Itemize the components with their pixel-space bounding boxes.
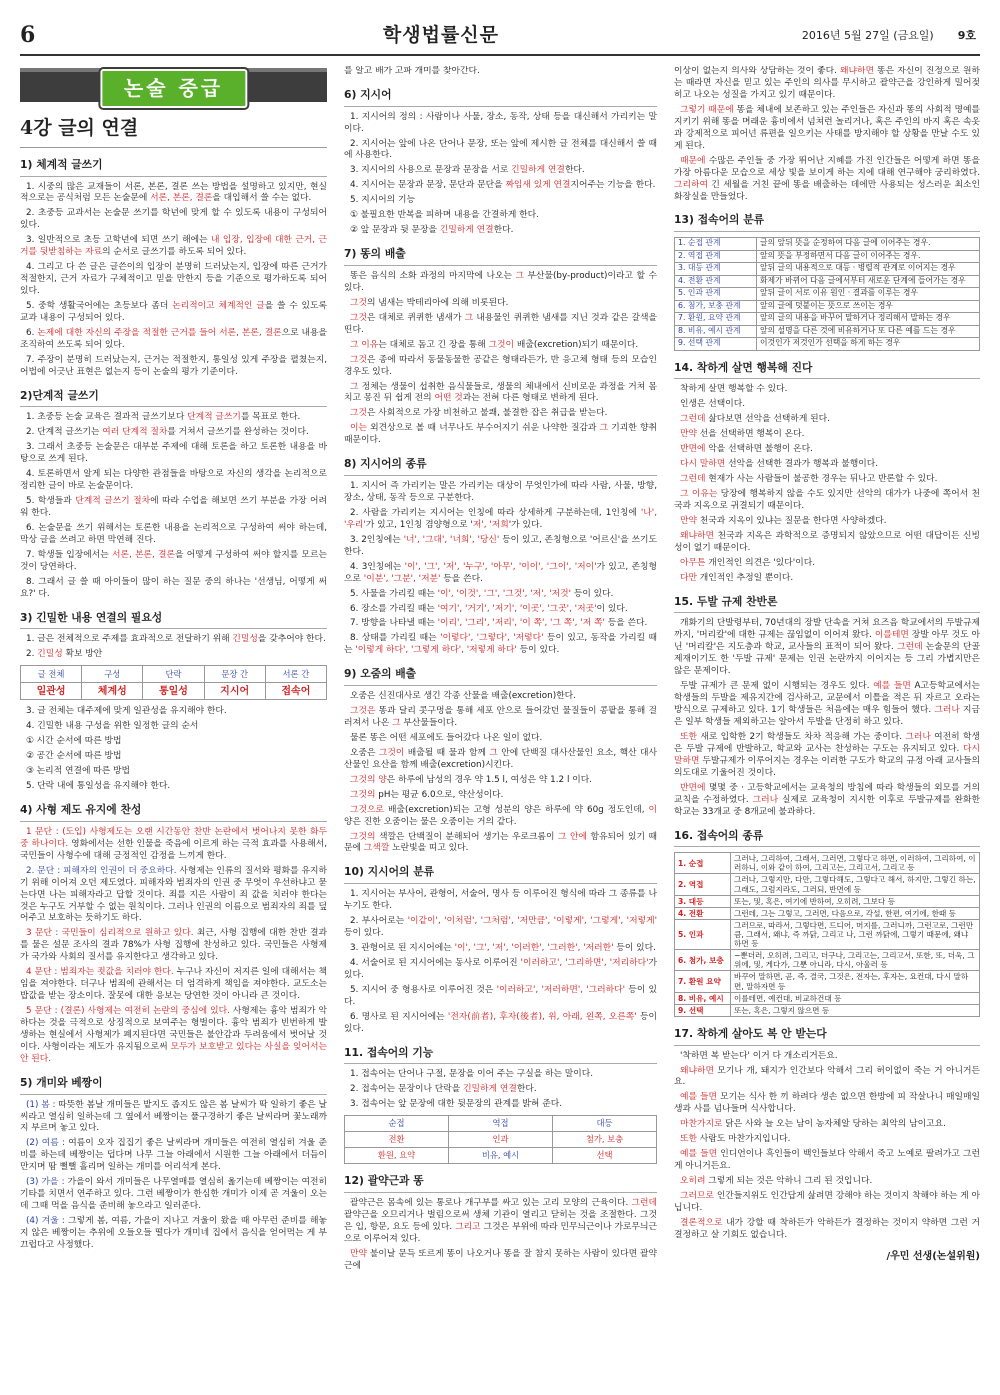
paragraph: 1. 초중등 논술 교육은 결과적 글쓰기보다 단계적 글쓰기를 목표로 한다. xyxy=(26,412,301,423)
table-row xyxy=(675,895,980,907)
paragraph: 다시 말하면 선악을 선택한 결과가 행복과 불행이다. xyxy=(680,459,879,470)
table-cell: 그러나, 그리하여, 그래서, 그러면, 그렇다고 하면, 이러하여, 그리하여, 이러하니, 이와 같이 하여, 그리고는, 그리고서, 그리고 등 xyxy=(731,853,980,874)
table-row xyxy=(675,288,980,301)
paragraph: 2. 부사어로는 '이같이', '이처럼', '그처럼', '저만큼', '이렇게', '그렇게', '저렇게' 등이 있다. xyxy=(344,916,657,938)
heading-hair-regulation: 15. 두발 규제 찬반론 xyxy=(674,595,980,614)
paragraph: 5. 학생들과 단계적 글쓰기 절차에 따라 수업을 해보면 쓰기 부분을 가장 어려워 한다. xyxy=(20,496,327,519)
issue-date: 2016년 5월 27일 (금요일) xyxy=(801,28,934,42)
paragraph: 4. 서술어로 된 지시어에는 동사로 이루어진 '이러하고', '그리하면', '저리하다'가 있다. xyxy=(344,957,657,980)
table-cell: 8. 비유, 예시 관계 xyxy=(675,325,757,338)
paragraph: 그런데 삶다보면 선악을 선택하게 된다. xyxy=(680,414,830,425)
paragraph: 2. 긴밀성 확보 방안 xyxy=(26,649,103,660)
paragraph: 3. 글 전체는 대주제에 맞게 일관성을 유지해야 한다. xyxy=(26,706,227,717)
paragraph: 1. 접속어는 단어나 구절, 문장을 이어 주는 구실을 하는 말이다. xyxy=(350,1069,594,1080)
table-row xyxy=(675,300,980,313)
paragraph: 5. 사물을 가리킬 때는 '이', '이것', '그', '그것', '저', '저것' 등이 있다. xyxy=(350,588,614,599)
paragraph: 그것으로 배출(excretion)되는 고형 성분의 양은 하루에 약 60g 정도인데, 이 양은 진한 오줌이는 물은 오줌이는 거의 같다. xyxy=(344,804,657,827)
heading-conjunction-classification: 13) 접속어의 분류 xyxy=(674,213,980,232)
paragraph: 5. 중학 생활국어에는 초등보다 좀더 논리적이고 체계적인 글을 쓸 수 있도록 교과 내용이 구성되어 있다. xyxy=(20,301,327,324)
conjunction-classification-table xyxy=(674,237,980,351)
good-life-text xyxy=(674,384,980,584)
newspaper-title: 학생법률신문 xyxy=(382,24,499,47)
paragraph: 똥은 음식의 소화 과정의 마지막에 나오는 그 부산물(by-product)이라고 할 수 있다. xyxy=(344,270,657,293)
table-cell: 4. 전환 xyxy=(675,907,731,919)
issue-number: 9호 xyxy=(957,28,976,42)
table-cell: 그런데, 그는 그렇고, 그러면, 다음으로, 각설, 한편, 여기에, 한때 등 xyxy=(731,907,980,919)
paragraph: (1) 봄 : 따뜻한 봄날 개미들은 밭지도 좁지도 않은 봄 날씨가 딱 일하기 좋은 날씨라고 열심히 일하는데 그 옆에서 베짱이는 풀구경하기 좋은 날씨라며 꽃노래까지 부르며 놓고 있다. xyxy=(20,1099,327,1134)
paragraph: 2. 접속어는 문장이나 단락을 긴밀하게 연결한다. xyxy=(350,1084,537,1095)
table-cell: 앞뒤 글이 서로 이유 원인 · 결과를 이루는 경우 xyxy=(757,288,980,301)
heading-ant-grasshopper: 5) 개미와 베짱이 xyxy=(20,1076,327,1095)
table-cell: 이를테면, 예컨대, 비교하건대 등 xyxy=(731,992,980,1004)
column-middle xyxy=(344,66,657,1388)
table-cell: 9. 선택 xyxy=(675,1004,731,1016)
banner-label: 논술 중급 xyxy=(100,69,247,108)
paragraph: 5. 단락 내에 통일성을 유지해야 한다. xyxy=(26,781,171,792)
heading-conjunction-function: 11. 접속어의 기능 xyxy=(344,1046,657,1065)
column-right xyxy=(674,66,980,1388)
paragraph: 5. 지시어의 기능 xyxy=(350,195,415,206)
paragraph: 4. 지시어는 문장과 문장, 문단과 문단을 짜임새 있게 연결지어주는 기능을 한다. xyxy=(350,180,656,191)
paragraph: 2. 문단 : 피해자의 인권이 더 중요하다. 사형제는 인류의 질서와 평화를 유지하기 위해 이어져 오던 제도였다. 피해자와 범죄자의 인권 중 무엇이 우선하냐고 묻는다면 나는 피해자라고 답할 것이다. 죄를 지은 사람이 죄 값을 치러야 한다는 것은 누구도 거부할 수 없는 원칙이다. 그러나 인권의 이름으로 범죄자의 죄를 덮어주고 보호하는 듯하기도 하다. xyxy=(20,865,327,924)
table-cell: 4. 전환 관계 xyxy=(675,275,757,288)
paragraph: 1 문단 : (도입) 사형제도는 오랜 시간동안 찬반 논란에서 벗어나지 못한 화두 중 하나이다. 영화에서는 선한 인물을 죽음에 이르게 하는 극적 효과를 사용해서, 국민들이 사형수에 대해 긍정적인 감정을 느끼게 한다. xyxy=(20,826,327,861)
table-cell: 앞의 글에 덧붙이는 뜻으로 쓰이는 경우 xyxy=(757,300,980,313)
paragraph: 1. 지시어는 부사어, 관형어, 서술어, 명사 등 이루어진 형식에 따라 그 종류를 나누기도 한다. xyxy=(344,889,657,912)
cohesion-table: 글 전체 구성 단락 문장 간 서론 간 일관성 체계성 통일성 지시어 접속어 xyxy=(20,665,327,700)
paragraph: 만약 선을 선택하면 행복이 온다. xyxy=(680,429,805,440)
paragraph: 다만 개인적인 추정일 뿐이다. xyxy=(680,572,794,583)
paragraph: 1. 지시어 즉 가리키는 말은 가리키는 대상이 무엇인가에 따라 사람, 사물, 방향, 장소, 상태, 동작 등으로 구분한다. xyxy=(344,480,657,503)
paragraph: 반면에 악을 선택하면 불행이 온다. xyxy=(680,444,813,455)
table-row xyxy=(675,919,980,949)
list-item: ① 불필요한 반복을 피하며 내용을 간결하게 한다. xyxy=(350,210,539,221)
paragraph: 3. 2인칭에는 '너', '그대', '너희', '당신' 등이 있고, 존칭형으로 '어르신'을 쓰기도 한다. xyxy=(344,534,657,557)
paragraph: 3. 지시어의 사용으로 문장과 문장을 서로 긴밀하게 연결한다. xyxy=(350,165,585,176)
paragraph: 4. 그리고 다 쓴 글은 글쓴이의 입장이 분명히 드러났는지, 입장에 따른 근거가 적절한지, 근거 자료가 구체적이고 믿을 만한지 등을 기준으로 평가하도록 되어 있다. xyxy=(20,262,327,297)
table-row xyxy=(675,853,980,874)
paragraph: 반면에 몇몇 중 · 고등학교에서는 교육청의 방침에 따라 학생들의 외모를 거의 교칙을 수정하였다. 그러나 실제로 교육청이 지시한 이후로 두발규제를 완화한 학교는 33개교 중 8개교에 불과하다. xyxy=(674,782,980,817)
heading-systematic-writing: 1) 체계적 글쓰기 xyxy=(20,158,327,177)
table-cell: 그러므로, 따라서, 그렇다면, 드디어, 머지를, 그러니까, 그런고로, 그런만큼, 그래서, 왜냐, 즉 까닭, 그리고 나, 그런 까닭에, 그렇기 때문에, 왜냐 하면 등 xyxy=(731,919,980,949)
table-cell: 2. 역접 관계 xyxy=(675,250,757,263)
table-row xyxy=(675,263,980,276)
heading-death-penalty: 4) 사형 제도 유지에 찬성 xyxy=(20,803,327,822)
paragraph: 또한 사람도 마찬가지입니다. xyxy=(680,1134,791,1145)
paragraph: 그것은 사회적으로 가장 비천하고 불쾌, 불결한 잡은 취급을 받는다. xyxy=(350,408,608,419)
table-cell: 3. 대등 관계 xyxy=(675,263,757,276)
paragraph: 1. 시중의 많은 교재들이 서론, 본론, 결론 쓰는 방법을 설명하고 있지만, 현실적으로는 공식처럼 모든 논술문에 서론, 본론, 결론을 대입해서 쓸 수는 없다. xyxy=(20,181,327,204)
paragraph: 그런데 현재가 사는 사람들이 불공한 경우는 뒤나고 반론할 수 있다. xyxy=(680,474,938,485)
paragraph: 그러므로 인간들지위도 인간답게 삶려면 강해야 하는 것이지 착해야 하는 게 아닙니다. xyxy=(674,1191,980,1214)
table-row xyxy=(675,250,980,263)
table-row xyxy=(675,313,980,326)
paragraph: 4. 토론하면서 알게 되는 다양한 관점들을 바탕으로 자신의 생각을 논리적으로 정리한 글이 바로 논술문이다. xyxy=(20,469,327,492)
heading-demonstrative-types: 8) 지시어의 종류 xyxy=(344,457,657,476)
table-cell: 앞뒤 글의 내용적으로 대등 · 병렬적 관계로 이어지는 경우 xyxy=(757,263,980,276)
paragraph: 2. 지시어는 앞에 나온 단어나 문장, 또는 앞에 제시한 글 전체를 대신해서 쓸 때에 사용한다. xyxy=(344,138,657,161)
table-cell: 5. 인과 xyxy=(675,919,731,949)
paragraph: 그것은 똥과 달리 콧구멍을 통해 세포 안으로 들어갔던 물질들이 콩팥을 통해 걸러져서 나온 그 부산물들이다. xyxy=(344,705,657,728)
paragraph: 만약 천국과 지옥이 있냐는 질문을 한다면 사양하겠다. xyxy=(680,515,887,526)
paragraph: 5 문단 : (결론) 사형제는 여전히 논란의 중심에 있다. 사형제는 흉악 범죄가 악하다는 것을 극적으로 상징적으로 보여주는 형벌이다. 흉악 범죄가 빈번하게 발생하는 현실에서 사형제가 폐지된다면 국민들은 불안감과 두려움에서 벗어날 것이다. 사형이라는 제도가 유지됨으로써 모두가 보호받고 있다는 사실을 잊어서는 안 된다. xyxy=(20,1006,327,1064)
paragraph: (4) 겨울 : 그렇게 봄, 여름, 가을이 지나고 겨울이 왔을 때 아무런 준비를 해놓지 않은 베짱이는 추위에 오들오들 떨다가 개미네 집에서 음식을 얻어먹는 게 부끄럽다고 사정했다. xyxy=(20,1216,327,1251)
table-cell: 6. 첨가, 보충 xyxy=(675,950,731,971)
paragraph: 그 이유는 대체로 돔고 긴 장을 통해 그것이 배출(excretion)되기 때문이다. xyxy=(350,339,639,350)
paragraph: 를 알고 배가 고파 개미를 찾아간다. xyxy=(344,66,480,76)
paragraph: 3 문단 : 국민들이 심리적으로 원하고 있다. 최근, 사형 집행에 대한 찬반 결과를 물은 설문 조사의 결과 78%가 사형 집행에 찬성하고 있다. 국민들은 사형제가 국가와 사회의 질서를 유지한다고 생각하고 있다. xyxy=(20,928,327,963)
table-row xyxy=(675,907,980,919)
paragraph: (3) 가을 : 가을이 와서 개미들은 나무열매를 열심히 옮기는데 베짱이는 여전히 기타를 치면서 연주하고 있다. 그런 베짱이가 한심한 개미가 이제 곧 겨울이 오는데 그때 먹을 음식을 준비해 놓으라고 일러준다. xyxy=(20,1177,327,1212)
paragraph: 그것은 대체로 퀴퀴한 냄새가 그 내용물인 퀴퀴한 냄새를 지닌 것과 같은 갈색을 띤다. xyxy=(344,312,657,335)
list-item: ③ 논리적 연결에 따른 방법 xyxy=(26,766,131,777)
paragraph: 오줌은 그것이 배출될 때 물과 함께 그 안에 단백질 대사산물인 요소, 핵산 대사산물인 요산을 함께 배출(excretion)시킨다. xyxy=(344,747,657,770)
conjunction-table: 순접 역접 대등 전환 인과 첨가, 보충 환원, 요약 비유, 예시 선택 xyxy=(344,1115,657,1164)
paragraph: 5. 지시어 중 형용사로 이루어진 것은 '이러하고', '저러하면', '그러하다' 등이 있다. xyxy=(344,984,657,1007)
paragraph: 결론적으로 내가 강할 때 착하든가 악하든가 결정하는 것이지 약하면 그런 거 결정하고 살 기회도 없습니다. xyxy=(674,1218,980,1240)
paragraph: 그 이유는 당장에 행복하지 않을 수도 있지만 선악의 대가가 나중에 쪽어서 천국과 지옥으로 귀결되기 때문이다. xyxy=(674,489,980,511)
paragraph: 4. 3인칭에는 '이', '그', '저', '누구', '아무', '이이', '그이', '저이'가 있고, 존칭형으로 '이분', '그분', '저분' 등을 쓴다. xyxy=(344,561,657,584)
good-no-blessing-text xyxy=(674,1051,980,1242)
paragraph: 개화기의 단발령부터, 70년대의 장발 단속을 거쳐 요즈음 학교에서의 두발규제까지, '머리칼'에 대한 규제는 끊임없이 이어져 왔다. 이를테면 장발 아무 것도 아닌 '머리칼'은 지도층과 학교, 교사들의 표적이 되어 왔다. 그런데 논술문의 단골 제재이기도 한 '두발 규제' 문제는 인권 논란까지 이어지는 등 그리 가볍지만은 않은 문제이다. xyxy=(674,618,980,677)
author-signature: /우민 선생(논설위원) xyxy=(886,1250,980,1262)
paragraph: 4. 긴밀한 내용 구성을 위한 일정한 글의 순서 xyxy=(26,721,199,732)
table-cell: 앞의 글의 내용을 바꾸어 말하거나 정리해서 말하는 경우 xyxy=(757,313,980,326)
table-row xyxy=(675,275,980,288)
lesson-title: 4강 글의 연결 xyxy=(20,116,327,148)
paragraph: 왜냐하면 천국과 지옥은 과학적으로 증명되지 않았으므로 어떤 대답이든 신빙성이 없기 때문이다. xyxy=(674,530,980,553)
heading-demonstrative-classification: 10) 지시어의 분류 xyxy=(344,865,657,884)
heading-cohesion: 3) 긴밀한 내용 연결의 필요성 xyxy=(20,611,327,630)
table-cell: 5. 인과 관계 xyxy=(675,288,757,301)
table-row xyxy=(675,971,980,992)
paragraph: 만약 불이날 문득 또르게 똥이 나오거나 똥을 잘 참지 못하는 사람이 있다면 괄약근에 xyxy=(344,1248,657,1271)
list-item: ② 공간 순서에 따른 방법 xyxy=(26,751,122,762)
paragraph: 1. 글은 전체적으로 주제를 효과적으로 전달하기 위해 긴밀성을 갖추어야 한다. xyxy=(26,634,326,645)
paragraph: 또한 새로 입학한 2기 학생들도 차차 적응해 가는 중이다. 그러나 여전히 학생은 두발 규제에 반발하고, 학교와 교사는 찬성하는 구도는 유지되고 있다. 다시 말하면 두발규제가 이루어지는 경우는 이러한 구도가 학교의 규정 아래 교사들의 의도대로 기울어진 것이다. xyxy=(674,731,980,778)
paragraph: 그 정체는 생물이 섭취한 음식물들로, 생물의 체내에서 신비로운 과정을 거쳐 몸치고 몽진 뒤 쉽게 전의 어떤 것과는 전혀 다른 형태로 변하게 된다. xyxy=(344,381,657,404)
paragraph: 6. 장소를 가리킬 때는 '여기', '거기', '저기', '이곳', '그곳', '저곳'이 있다. xyxy=(350,603,628,614)
table-row xyxy=(675,1004,980,1016)
table-row xyxy=(675,238,980,251)
paragraph: 아무튼 개인적인 의견은 '있다'이다. xyxy=(680,557,815,568)
paragraph: 8. 그래서 글 쓸 때 아이들이 많이 하는 질문 중의 하나는 '선생님, 어떻게 써요?' 다. xyxy=(20,576,327,599)
paragraph: 3. 접속어는 앞 문장에 대한 뒷문장의 관계를 밝혀 준다. xyxy=(350,1099,563,1110)
paragraph: 6. 명사로 된 지시어에는 '전자(前者), 후자(後者), 위, 아래, 왼쪽, 오른쪽' 등이 있다. xyxy=(344,1011,657,1034)
paragraph: 인생은 선택이다. xyxy=(680,399,746,410)
paragraph: 그것의 양은 하루에 남성의 경우 약 1.5 l, 여성은 약 1.2 l 이다. xyxy=(350,774,592,785)
heading-conjunction-types: 16. 접속어의 종류 xyxy=(674,829,980,848)
table-cell: 1. 순접 xyxy=(675,853,731,874)
heading-demonstratives: 6) 지시어 xyxy=(344,88,657,107)
paragraph: 때문에 수많은 주인들 중 가장 뛰어난 지혜를 가진 인간들은 어떻게 하면 똥을 가장 아름다운 모습으로 세상 빛을 보이게 하는 지에 대해 연구해야 궁리하였다. 그리하여 긴 세월을 거친 끝에 똥을 배출하는 데에만 사용되는 성스러운 최소인 화장실을 만들었다. xyxy=(674,155,980,202)
table-cell: 화제가 바뀌어 다음 글에서부터 새로운 단계에 들어가는 경우 xyxy=(757,275,980,288)
table-cell: 8. 비유, 예시 xyxy=(675,992,731,1004)
paragraph: 그것의 냄새는 박테리아에 의해 비롯된다. xyxy=(350,297,509,308)
paragraph: 그것의 pH는 평균 6.0으로, 약산성이다. xyxy=(350,789,504,800)
paragraph: 3. 관형어로 된 지시어에는 '이', '그', '저', '이러한', '그러한', '저러한' 등이 있다. xyxy=(350,942,656,953)
paragraph: 예를 들면 모기는 식사 한 끼 하려다 생손 없으면 한방에 피 작살나니 매일매일 생과 사를 넘나들며 식사합니다. xyxy=(674,1092,980,1115)
table-cell: 그러나, 그렇지만, 다만, 그렇다해도, 그렇다고 해서, 하지만, 그렇긴 하는, 그래도, 그럼지라도, 그러되, 반면에 등 xyxy=(731,874,980,895)
paragraph: 6. 논술문을 쓰기 위해서는 토론한 내용을 논리적으로 구성하여 써야 하는데, 막상 글을 쓰려고 하면 막연해 진다. xyxy=(20,523,327,546)
paragraph: 괄약근은 몸속에 있는 통로나 개구부를 싸고 있는 고리 모양의 근육이다. 그런데 괄약근을 오므리거나 벌림으로써 생체 기관이 열리고 닫히는 것을 조절한다. 그것은 입, 항문, 요도 등에 있다. 그리고 그것은 부위에 따라 민무늬근이나 가로무늬근으로 이루어져 있다. xyxy=(344,1197,657,1244)
column-left xyxy=(20,66,327,1388)
heading-good-no-blessing: 17. 착하게 살아도 복 안 받는다 xyxy=(674,1027,980,1046)
heading-urine: 9) 오줌의 배출 xyxy=(344,667,657,686)
table-row xyxy=(675,874,980,895)
paragraph: 오줌은 신진대사로 생긴 각종 산물을 배출(excretion)한다. xyxy=(350,691,576,701)
paragraph: 7. 방향을 나타낼 때는 '이리', '그리', '저리', '이 쪽', '그 쪽', '저 쪽' 등을 쓴다. xyxy=(350,618,648,629)
paragraph: 그렇기 때문에 똥을 체내에 보존하고 있는 주인들은 자신과 똥의 사회적 명예를 지키기 위해 똥을 며래운 흉비에서 넘쳐런 놀리거나, 혹은 주인의 바지 혹은 속옷과 강제적으로 피어넌 류편을 일으키는 사태를 방지해야 할 상황을 만날 수도 있게 된다. xyxy=(674,104,980,151)
masthead xyxy=(20,18,980,56)
heading-sphincter: 12) 괄약근과 똥 xyxy=(344,1174,657,1193)
paragraph: 2. 사람을 가리키는 지시어는 인칭에 따라 상세하게 구분하는데, 1인칭에 '나', '우리'가 있고, 1인칭 겸양형으로 '저', '저희'가 있다. xyxy=(344,507,657,530)
paragraph: 2. 단계적 글쓰기는 여러 단계적 절차를 거쳐서 글쓰기를 완성하는 것이다. xyxy=(26,427,309,438)
table-cell: 7. 환원 요약 xyxy=(675,971,731,992)
paragraph: 오히려 그렇게 되는 것은 악하니 그리 된 것입니다. xyxy=(680,1176,873,1187)
table-cell: 앞의 설명을 다른 것에 비유하거나 또 다른 예를 드는 경우 xyxy=(757,325,980,338)
table-cell: 앞의 뜻을 부정하면서 다음 글이 이어주는 경우. xyxy=(757,250,980,263)
table-cell: 7. 환원, 요약 관계 xyxy=(675,313,757,326)
conjunction-types-table xyxy=(674,852,980,1017)
page-number: 6 xyxy=(20,22,36,49)
table-cell: ~뿐더러, 오히려, 그리고, 더구나, 그리고는, 그리고서, 또한, 또, 더욱, 그 위에, 및, 게다가, 그뿐 아니라, 다시, 아울러 등 xyxy=(731,950,980,971)
paragraph: 7. 학생들 입장에서는 서론, 본론, 결론을 어떻게 구성하여 써야 할지를 모르는 것이 당연하다. xyxy=(20,550,327,572)
heading-step-writing: 2)단계적 글쓰기 xyxy=(20,389,327,408)
paragraph: 8. 상태를 가리킬 때는 '이렇다', '그렇다', '저렇다' 등이 있고, 동작을 가리킬 때는 '이렇게 하다', '그렇게 하다', '저렇게 하다' 등이 있다. xyxy=(344,633,657,656)
table-row xyxy=(675,950,980,971)
section-banner xyxy=(20,68,327,102)
list-item: ② 앞 문장과 뒷 문장을 긴밀하게 연결한다. xyxy=(350,225,514,236)
table-row xyxy=(675,325,980,338)
paragraph: (2) 여름 : 여름이 오자 집집기 좋은 날씨라며 개미들은 여전히 열심히 겨울 준비를 하는데 베짱이는 덥다며 나무 그늘 아래에서 시원한 그늘 아래에서 더듬이 만지며 땀 뻘뻘 흘리며 일하는 개미를 어리석게 본다. xyxy=(20,1138,327,1173)
table-cell: 3. 대등 xyxy=(675,895,731,907)
paragraph: 1. 지시어의 정의 : 사람이나 사물, 장소, 동작, 상태 등을 대신해서 가리키는 말이다. xyxy=(344,111,657,134)
heading-excretion: 7) 똥의 배출 xyxy=(344,247,657,266)
paragraph: 물론 똥은 어떤 세포에도 들어갔다 나온 일이 없다. xyxy=(350,732,543,743)
paragraph: 착하게 살면 행복할 수 있다. xyxy=(680,384,788,395)
table-cell: 6. 첨가, 보충 관계 xyxy=(675,300,757,313)
table-cell: 이것인가 저것인가 선택을 하게 하는 경우 xyxy=(757,338,980,351)
paragraph: 이상이 없는지 의사와 상담하는 것이 좋다. 왜냐하면 똥은 자신이 진정으로 원하는 때라면 자신을 믿고 있는 주인의 의사를 무시하고 괄약근을 강인하게 밀어젖히고 나오는 성질을 가지고 있기 때문이다. xyxy=(674,66,980,100)
table-cell: 2. 역접 xyxy=(675,874,731,895)
paragraph: 4 문단 : 범죄자는 죗값을 치러야 한다. 누구나 자신이 저지른 일에 대해서는 책임을 져야한다. 더구나 범죄에 관해서는 더 엄격하게 책임을 져야한다. 교도소는 밥값을 받는 장소이다. 잘못에 대한 응보는 당연한 것이 아니라 큰 것이다. xyxy=(20,967,327,1002)
table-cell: 또는, 및, 혹은, 여기에 반하여, 오히려, 그보다 등 xyxy=(731,895,980,907)
paragraph: 3. 그래서 초중등 논술문은 대부분 주제에 대해 토론을 하고 토론한 내용을 바탕으로 쓰게 된다. xyxy=(20,442,327,465)
paragraph: 2. 초중등 교과서는 논술문 쓰기를 학년에 맞게 할 수 있도록 내용이 구성되어 있다. xyxy=(20,208,327,231)
paragraph: 마찬가지로 닭은 사와 늘 오는 남이 농자체알 당하는 최악의 남이고요. xyxy=(680,1119,946,1130)
table-cell: 또는, 혹은, 그렇지 않으면 등 xyxy=(731,1004,980,1016)
table-cell: 1. 순접 관계 xyxy=(675,238,757,251)
paragraph: 6. 논제에 대한 자신의 주장을 적절한 근거를 들어 서론, 본론, 결론으로 내용을 조직하여 쓰도록 되어 있다. xyxy=(20,327,327,350)
table-cell: 글의 앞뒤 뜻을 순정하여 다음 글에 이어주는 경우. xyxy=(757,238,980,251)
paragraph: 이는 외견상으로 볼 때 너무나도 부수어지기 쉬운 나약한 질감과 그 기괴한 향취 때문이다. xyxy=(344,423,657,446)
paragraph: 그것은 종에 따라서 동물동물한 공같은 형태라든가, 반 응고체 형태 등의 모습인 경우도 있다. xyxy=(344,354,657,377)
paragraph: 두발 규제가 큰 문제 없이 시행되는 경우도 있다. 예를 들면 A고등학교에서는 학생들의 두발을 제유지간에 검사하고, 교문에서 이틀을 적은 뒤 자르고 오라는 방식으로 규제하고 있다. 1기 학생들은 처음에는 매우 힘들어 했다. 그러나 지금은 일부 학생들 제외하고는 알아서 두발을 단정히 하고 있다. xyxy=(674,681,980,727)
table-cell: 바꾸어 말하면, 곧, 즉, 결국, 그것은, 전자는, 후자는, 요컨대, 다시 말하면, 말하자면 등 xyxy=(731,971,980,992)
paragraph: 3. 일반적으로 초등 고학년에 되면 쓰기 해에는 내 입장, 입장에 대한 근거, 근거를 뒷받침하는 자료의 순서로 글쓰기를 하도록 되어 있다. xyxy=(20,235,327,258)
table-row xyxy=(675,992,980,1004)
table-row xyxy=(675,338,980,351)
paragraph: 7. 주장이 분명히 드러났는지, 근거는 적절한지, 통일성 있게 주장을 펼쳤는지, 어법에 어긋난 표현은 없는지 등이 논술의 평가 기준이다. xyxy=(20,354,327,377)
table-cell: 9. 선택 관계 xyxy=(675,338,757,351)
paragraph: 그것의 색깔은 단백질이 분해되어 생기는 우로크롬이 그 안에 함유되어 있기 때문에 그색깔 노란빛을 띠고 있다. xyxy=(344,831,657,854)
list-item: ① 시간 순서에 따른 방법 xyxy=(26,736,122,747)
paragraph: 왜냐하면 모기나 개, 돼지가 인간보다 악해서 그리 허이없이 죽는 거 아니거든요. xyxy=(674,1065,980,1088)
paragraph: 예를 들면 인디언이나 흑인들이 백인들보다 악해서 죽고 노예로 팔려가고 그런게 아니거든요. xyxy=(674,1149,980,1172)
heading-good-life: 14. 착하게 살면 행복해 진다 xyxy=(674,361,980,380)
paragraph: '착하면 복 받는다' 이거 다 개소리거든요. xyxy=(680,1050,838,1061)
